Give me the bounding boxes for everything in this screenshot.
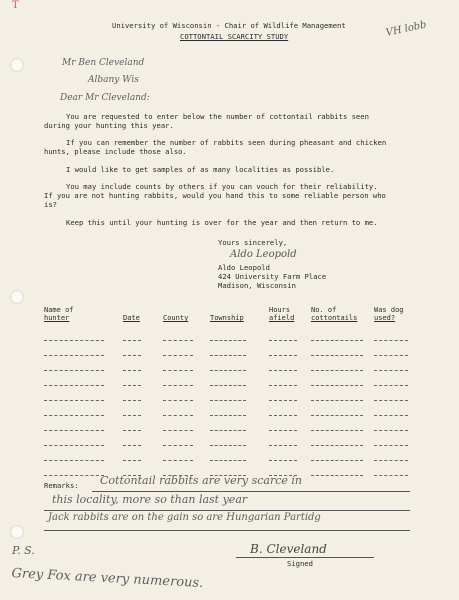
body-line: Keep this until your hunting is over for the year and then return to me. <box>66 218 378 227</box>
table-row-rule <box>123 370 141 371</box>
col-header-hours: Hours afield <box>269 306 295 322</box>
table-row-rule <box>269 385 297 386</box>
table-row-rule <box>123 415 141 416</box>
author-name: Aldo Leopold <box>218 263 270 272</box>
table-row-rule <box>123 460 141 461</box>
punch-hole-middle <box>10 290 24 304</box>
table-row-rule <box>163 385 193 386</box>
table-row-rule <box>210 460 246 461</box>
table-row-rule <box>163 340 193 341</box>
table-row-rule <box>163 430 193 431</box>
col-header-township: Township <box>210 314 244 322</box>
table-row-rule <box>44 355 104 356</box>
remarks-line <box>44 530 410 531</box>
table-row-rule <box>374 340 408 341</box>
remarks-label: Remarks: <box>44 481 79 490</box>
table-row-rule <box>123 445 141 446</box>
table-row-rule <box>311 430 363 431</box>
body-line: is? <box>44 200 57 209</box>
punch-hole-top <box>10 58 24 72</box>
remarks-line <box>44 510 410 511</box>
table-row-rule <box>44 445 104 446</box>
table-row-rule <box>269 370 297 371</box>
table-row-rule <box>123 385 141 386</box>
table-row-rule <box>123 340 141 341</box>
table-row-rule <box>210 340 246 341</box>
table-row-rule <box>374 400 408 401</box>
table-row-rule <box>44 340 104 341</box>
table-row-rule <box>374 385 408 386</box>
table-row-rule <box>210 430 246 431</box>
table-row-rule <box>210 370 246 371</box>
table-row-rule <box>311 400 363 401</box>
table-row-rule <box>374 430 408 431</box>
table-row-rule <box>44 475 104 476</box>
signed-label: Signed <box>287 559 313 568</box>
table-row-rule <box>123 430 141 431</box>
remarks-line <box>92 491 410 492</box>
table-row-rule <box>374 475 408 476</box>
table-row-rule <box>269 445 297 446</box>
table-row-rule <box>269 460 297 461</box>
table-row-rule <box>269 400 297 401</box>
table-row-rule <box>311 355 363 356</box>
table-row-rule <box>210 415 246 416</box>
col-header-date: Date <box>123 314 140 322</box>
postscript-text: Grey Fox are very numerous. <box>11 566 204 592</box>
corner-note: VH lobb <box>385 19 428 39</box>
body-line: You may include counts by others if you can vouch for their reliability. <box>66 182 378 191</box>
table-row-rule <box>269 355 297 356</box>
recipient-city: Albany Wis <box>88 75 139 85</box>
punch-hole-bottom <box>10 525 24 539</box>
table-row-rule <box>269 430 297 431</box>
table-row-rule <box>44 430 104 431</box>
table-row-rule <box>311 460 363 461</box>
postscript-ps: P. S. <box>12 544 35 557</box>
table-row-rule <box>163 445 193 446</box>
closing-sincerely: Yours sincerely, <box>218 238 288 247</box>
table-row-rule <box>44 460 104 461</box>
body-line: during your hunting this year. <box>44 121 174 130</box>
table-row-rule <box>311 445 363 446</box>
table-row-rule <box>163 355 193 356</box>
table-row-rule <box>374 370 408 371</box>
header-title: University of Wisconsin - Chair of Wildlife Management <box>112 21 346 30</box>
salutation: Dear Mr Cleveland: <box>60 93 150 103</box>
table-row-rule <box>374 460 408 461</box>
hunter-signature: B. Cleveland <box>250 542 327 556</box>
table-row-rule <box>374 355 408 356</box>
table-row-rule <box>123 400 141 401</box>
table-row-rule <box>44 385 104 386</box>
table-row-rule <box>311 415 363 416</box>
table-row-rule <box>269 415 297 416</box>
table-row-rule <box>123 355 141 356</box>
table-row-rule <box>210 400 246 401</box>
col-header-hunter: Name of hunter <box>44 306 74 322</box>
body-line: I would like to get samples of as many localities as possible. <box>66 165 335 174</box>
corner-mark: T <box>12 0 19 11</box>
table-row-rule <box>311 475 363 476</box>
body-line: You are requested to enter below the number of cottontail rabbits seen <box>66 112 369 121</box>
table-row-rule <box>163 460 193 461</box>
author-street: 424 University Farm Place <box>218 272 327 281</box>
col-header-county: County <box>163 314 189 322</box>
table-row-rule <box>44 400 104 401</box>
table-row-rule <box>311 370 363 371</box>
signature-line <box>236 557 374 558</box>
table-row-rule <box>210 445 246 446</box>
table-row-rule <box>210 355 246 356</box>
table-row-rule <box>210 385 246 386</box>
col-header-dog: Was dog used? <box>374 306 404 322</box>
remarks-text: Cottontail rabbits are very scarce in <box>100 474 302 487</box>
author-signature: Aldo Leopold <box>230 249 297 260</box>
table-row-rule <box>374 415 408 416</box>
body-line: If you are not hunting rabbits, would you hand this to some reliable person who <box>44 191 386 200</box>
remarks-text: this locality, more so than last year <box>52 493 248 506</box>
body-line: hunts, please include those also. <box>44 147 187 156</box>
table-row-rule <box>163 415 193 416</box>
table-row-rule <box>269 340 297 341</box>
recipient-name: Mr Ben Cleveland <box>62 58 145 68</box>
table-row-rule <box>44 370 104 371</box>
remarks-text: Jack rabbits are on the gain so are Hungarian Partidg <box>48 512 321 523</box>
author-city: Madison, Wisconsin <box>218 281 296 290</box>
table-row-rule <box>311 385 363 386</box>
table-row-rule <box>374 445 408 446</box>
table-row-rule <box>163 370 193 371</box>
table-row-rule <box>44 415 104 416</box>
study-title: COTTONTAIL SCARCITY STUDY <box>180 32 289 41</box>
col-header-cottontails: No. of cottontails <box>311 306 358 322</box>
table-row-rule <box>311 340 363 341</box>
body-line: If you can remember the number of rabbits seen during pheasant and chicken <box>66 138 387 147</box>
table-row-rule <box>163 400 193 401</box>
